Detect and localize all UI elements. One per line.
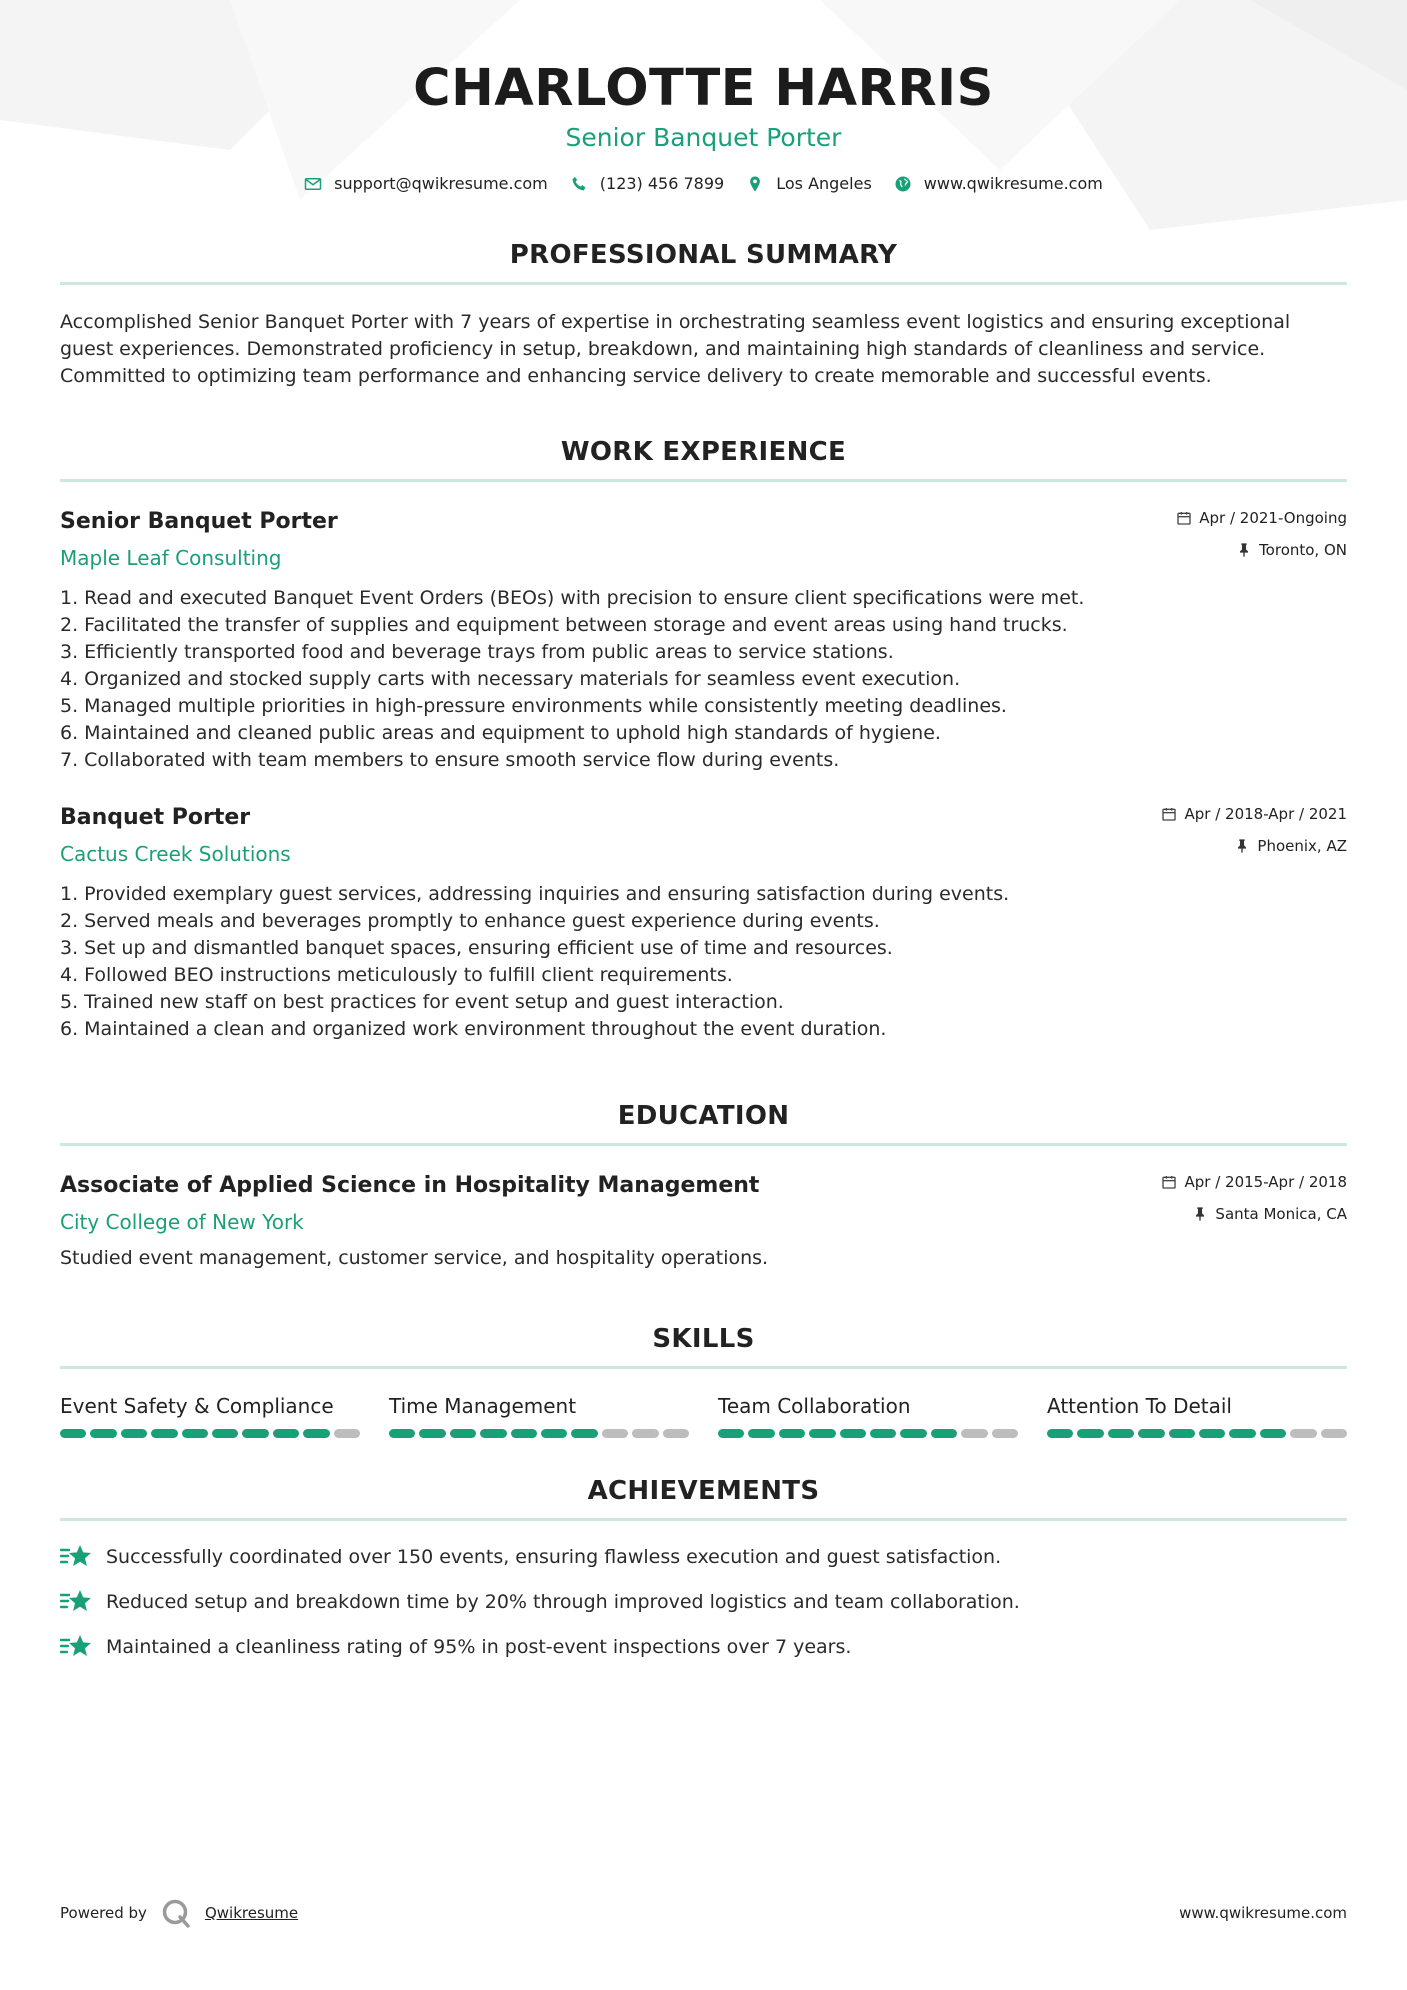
list-item: 3. Set up and dismantled banquet spaces, ensuring efficient use of time and resources. [60, 937, 893, 959]
skill-segment-filled [1138, 1429, 1164, 1438]
skill-item [718, 1393, 1018, 1438]
education-dates: Apr / 2015-Apr / 2018 [1184, 1173, 1347, 1191]
skill-segment-filled [1229, 1429, 1255, 1438]
skill-segment-empty [602, 1429, 628, 1438]
calendar-icon [1176, 510, 1192, 526]
skill-item [60, 1393, 360, 1438]
skill-segment-filled [450, 1429, 476, 1438]
list-item: 3. Efficiently transported food and beverage trays from public areas to service stations. [60, 641, 894, 663]
skill-name: Time Management [389, 1394, 577, 1418]
email-text: support@qwikresume.com [334, 174, 548, 193]
page-footer [60, 1898, 1347, 1928]
skill-level-bar [60, 1429, 360, 1438]
skill-segment-empty [1290, 1429, 1316, 1438]
pushpin-icon [1234, 838, 1250, 854]
job-title: Senior Banquet Porter [60, 509, 338, 534]
powered-by-label: Powered by [60, 1904, 147, 1922]
contact-phone[interactable] [570, 174, 724, 193]
list-item: 1. Provided exemplary guest services, addressing inquiries and ensuring satisfaction during events. [60, 883, 1010, 905]
skill-level-bar [1047, 1429, 1347, 1438]
star-icon [60, 1633, 92, 1661]
achievement-text: Successfully coordinated over 150 events, ensuring flawless execution and guest satisfaction. [106, 1545, 1002, 1568]
achievement-item [60, 1633, 1347, 1661]
skill-segment-empty [334, 1429, 360, 1438]
section-title-achievements: ACHIEVEMENTS [60, 1476, 1347, 1521]
experience-section [0, 437, 1407, 1043]
skill-segment-filled [242, 1429, 268, 1438]
list-item: 5. Trained new staff on best practices for event setup and guest interaction. [60, 991, 784, 1013]
skill-segment-filled [389, 1429, 415, 1438]
skill-segment-filled [1108, 1429, 1134, 1438]
list-item: 5. Managed multiple priorities in high-pressure environments while consistently meeting deadlines. [60, 695, 1007, 717]
contact-bar [0, 174, 1407, 193]
section-title-education: EDUCATION [60, 1101, 1347, 1146]
education-section [0, 1101, 1407, 1272]
skill-segment-filled [212, 1429, 238, 1438]
skill-segment-filled [1047, 1429, 1073, 1438]
candidate-role: Senior Banquet Porter [565, 123, 842, 152]
skill-segment-filled [571, 1429, 597, 1438]
achievement-text: Reduced setup and breakdown time by 20% through improved logistics and team collaboration. [106, 1590, 1020, 1613]
summary-section [0, 240, 1407, 390]
skill-segment-filled [840, 1429, 866, 1438]
job-company: Cactus Creek Solutions [60, 842, 291, 866]
list-item: 4. Followed BEO instructions meticulously to fulfill client requirements. [60, 964, 733, 986]
list-item: 4. Organized and stocked supply carts with necessary materials for seamless event execution. [60, 668, 961, 690]
skill-item [389, 1393, 689, 1438]
pushpin-icon [1236, 542, 1252, 558]
skill-name: Attention To Detail [1047, 1394, 1232, 1418]
list-item: 1. Read and executed Banquet Event Orders (BEOs) with precision to ensure client specifications were met. [60, 587, 1085, 609]
skill-segment-filled [718, 1429, 744, 1438]
skill-segment-filled [419, 1429, 445, 1438]
location-text: Los Angeles [776, 174, 872, 193]
candidate-name: CHARLOTTE HARRIS [413, 59, 994, 118]
star-icon [60, 1543, 92, 1571]
skill-segment-filled [151, 1429, 177, 1438]
section-title-skills: SKILLS [60, 1324, 1347, 1369]
list-item: 6. Maintained a clean and organized work environment throughout the event duration. [60, 1018, 887, 1040]
skill-segment-filled [779, 1429, 805, 1438]
skill-segment-filled [748, 1429, 774, 1438]
skill-segment-filled [1260, 1429, 1286, 1438]
summary-text: Accomplished Senior Banquet Porter with 7 years of expertise in orchestrating seamless event logistics and ensuring exceptional guest experiences. Demonstrated proficiency in setup, breakdown, and maintaining high standards of cleanliness and service. Committed to optimizing team performance and enhancing service delivery to create memorable and successful events. [60, 311, 1291, 387]
skill-segment-filled [60, 1429, 86, 1438]
skill-segment-filled [870, 1429, 896, 1438]
skill-segment-empty [961, 1429, 987, 1438]
skill-segment-empty [632, 1429, 658, 1438]
section-title-experience: WORK EXPERIENCE [60, 437, 1347, 482]
job-location: Toronto, ON [1259, 541, 1347, 559]
education-location: Santa Monica, CA [1215, 1205, 1347, 1223]
phone-icon [570, 175, 588, 193]
calendar-icon [1161, 1174, 1177, 1190]
skill-level-bar [718, 1429, 1018, 1438]
section-title-summary: PROFESSIONAL SUMMARY [60, 240, 1347, 285]
achievement-item [60, 1588, 1347, 1616]
website-text: www.qwikresume.com [923, 174, 1103, 193]
skill-item [1047, 1393, 1347, 1438]
phone-text: (123) 456 7899 [599, 174, 725, 193]
job-entry [60, 508, 1347, 774]
footer-website[interactable]: www.qwikresume.com [1179, 1904, 1347, 1922]
pushpin-icon [1192, 1206, 1208, 1222]
skill-segment-empty [1321, 1429, 1347, 1438]
achievement-text: Maintained a cleanliness rating of 95% in post-event inspections over 7 years. [106, 1635, 852, 1658]
list-item: 6. Maintained and cleaned public areas and equipment to uphold high standards of hygiene. [60, 722, 941, 744]
map-pin-icon [746, 175, 764, 193]
list-item: 2. Facilitated the transfer of supplies and equipment between storage and event areas using hand trucks. [60, 614, 1068, 636]
skill-segment-filled [900, 1429, 926, 1438]
qwikresume-logo-icon [161, 1898, 191, 1928]
education-description: Studied event management, customer service, and hospitality operations. [60, 1247, 769, 1269]
calendar-icon [1161, 806, 1177, 822]
skill-segment-empty [663, 1429, 689, 1438]
skill-segment-filled [1169, 1429, 1195, 1438]
education-entry [60, 1172, 1347, 1272]
skills-section [0, 1324, 1407, 1438]
contact-email[interactable] [304, 174, 548, 193]
resume-header [0, 0, 1407, 193]
skill-segment-filled [931, 1429, 957, 1438]
contact-website[interactable] [894, 174, 1103, 193]
skill-segment-filled [809, 1429, 835, 1438]
job-duties-list [60, 881, 1347, 1043]
school-name: City College of New York [60, 1210, 304, 1234]
qwikresume-link[interactable]: Qwikresume [204, 1904, 299, 1922]
degree-title: Associate of Applied Science in Hospitality Management [60, 1173, 760, 1198]
skill-segment-filled [511, 1429, 537, 1438]
job-dates: Apr / 2021-Ongoing [1199, 509, 1347, 527]
skill-segment-filled [90, 1429, 116, 1438]
job-title: Banquet Porter [60, 805, 251, 830]
skill-segment-filled [480, 1429, 506, 1438]
skill-segment-filled [273, 1429, 299, 1438]
skill-segment-filled [303, 1429, 329, 1438]
skill-segment-filled [541, 1429, 567, 1438]
skill-name: Event Safety & Compliance [60, 1394, 334, 1418]
list-item: 2. Served meals and beverages promptly to enhance guest experience during events. [60, 910, 880, 932]
skill-segment-filled [121, 1429, 147, 1438]
skill-segment-filled [1077, 1429, 1103, 1438]
job-duties-list [60, 585, 1347, 774]
job-company: Maple Leaf Consulting [60, 546, 282, 570]
skill-level-bar [389, 1429, 689, 1438]
achievements-list [60, 1543, 1347, 1661]
skills-grid [60, 1393, 1347, 1438]
star-icon [60, 1588, 92, 1616]
job-entry [60, 804, 1347, 1043]
skill-segment-filled [1199, 1429, 1225, 1438]
job-dates: Apr / 2018-Apr / 2021 [1184, 805, 1347, 823]
globe-icon [894, 175, 912, 193]
job-location: Phoenix, AZ [1257, 837, 1347, 855]
envelope-icon [304, 175, 322, 193]
achievements-section [0, 1476, 1407, 1661]
skill-segment-empty [992, 1429, 1018, 1438]
contact-location [746, 174, 872, 193]
achievement-item [60, 1543, 1347, 1571]
skill-segment-filled [182, 1429, 208, 1438]
skill-name: Team Collaboration [718, 1394, 911, 1418]
list-item: 7. Collaborated with team members to ensure smooth service flow during events. [60, 749, 840, 771]
